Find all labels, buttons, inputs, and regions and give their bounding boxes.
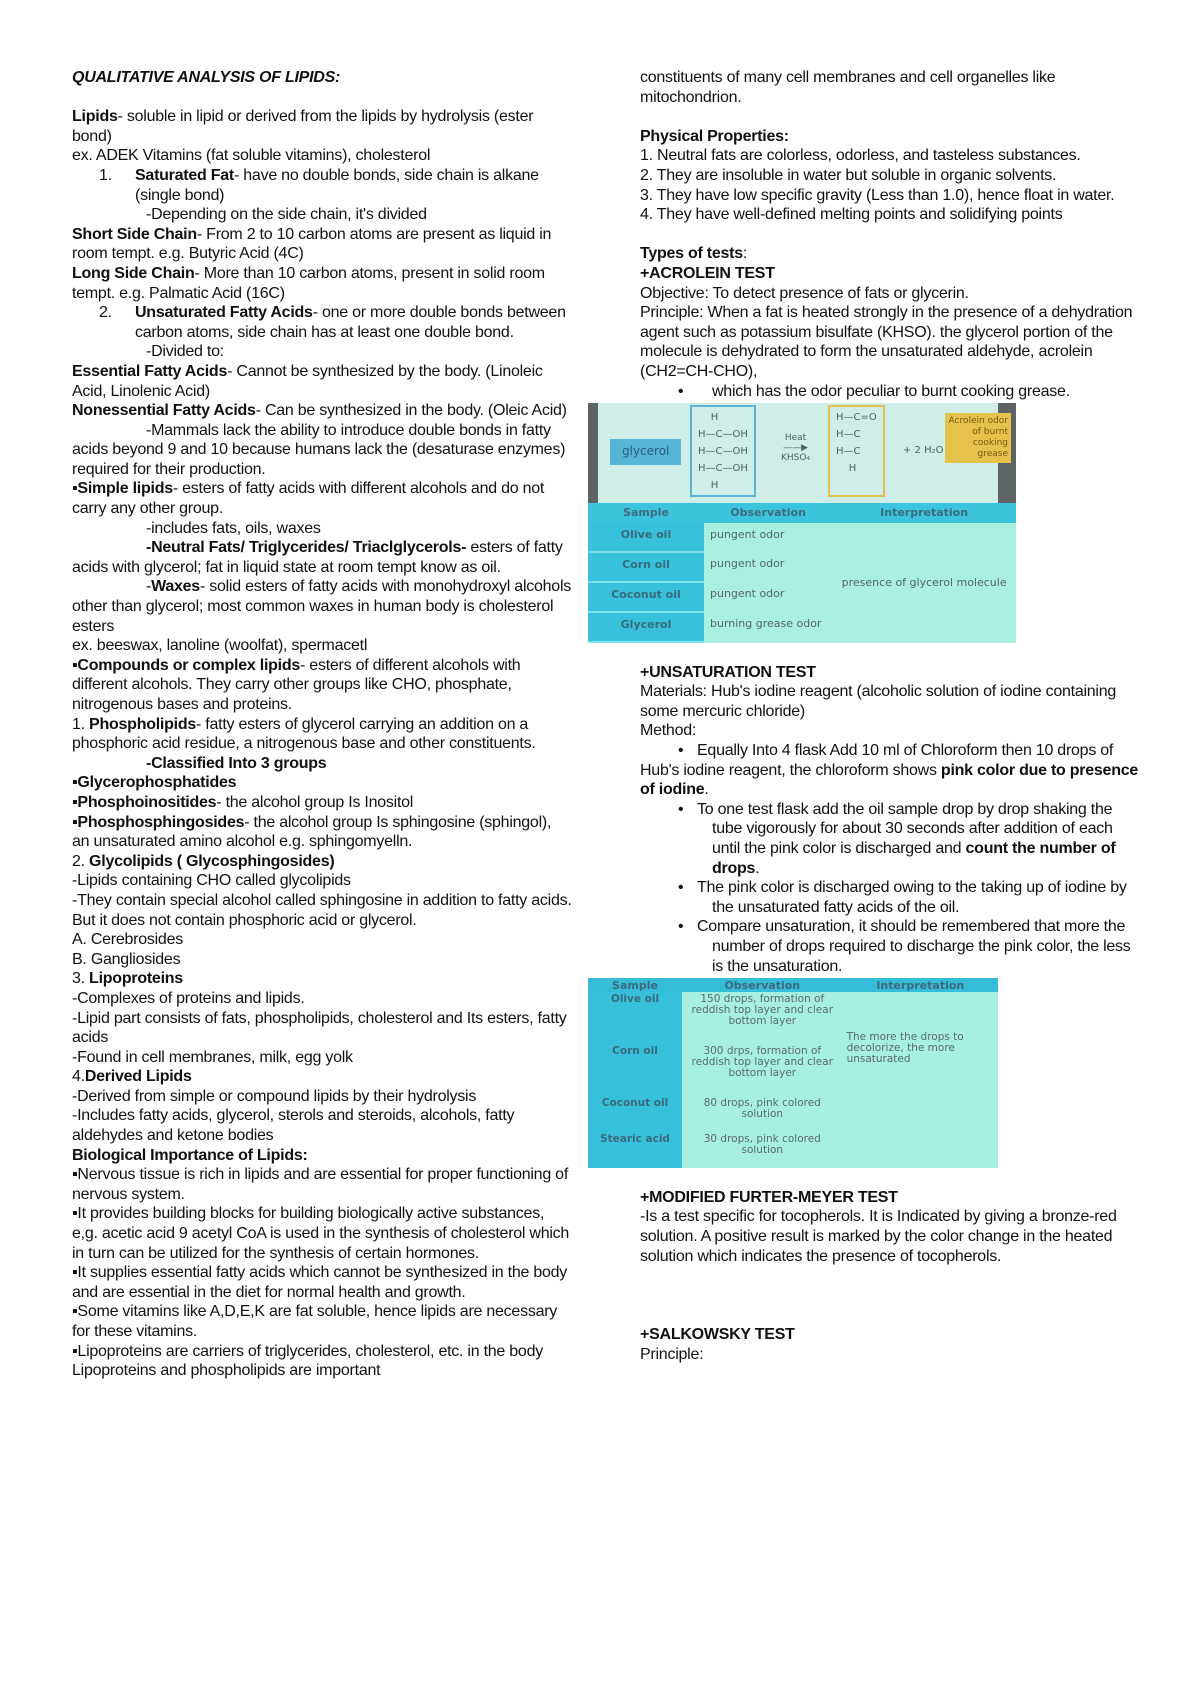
header-interpretation: Interpretation bbox=[843, 978, 998, 992]
text: Equally Into 4 flask Add 10 ml of Chloroform then 10 drops of bbox=[697, 742, 1114, 760]
text: -Mammals lack the ability to introduce double bonds in fatty acids beyond 9 and 10 because humans lack the (desaturase enzymes) required for their production. bbox=[72, 421, 566, 478]
bold-text: Unsaturated Fatty Acids bbox=[135, 304, 313, 322]
acrolein-reaction-diagram bbox=[598, 403, 1008, 503]
acrolein-label: Acrolein odor of burnt cooking grease bbox=[945, 413, 1011, 463]
bullet-icon: • bbox=[678, 800, 684, 818]
paragraph bbox=[72, 225, 572, 264]
observation-cell: 300 drps, formation of reddish top layer and clear bottom layer bbox=[691, 1044, 834, 1079]
paragraph bbox=[72, 656, 572, 715]
bold-text: +ACROLEIN TEST bbox=[640, 264, 775, 282]
paragraph bbox=[640, 146, 1140, 166]
paragraph bbox=[72, 871, 572, 891]
bold-text: Saturated Fat bbox=[135, 166, 234, 184]
header-observation: Observation bbox=[682, 978, 843, 992]
bold-text: +SALKOWSKY TEST bbox=[640, 1325, 795, 1343]
paragraph bbox=[72, 1263, 572, 1302]
paragraph bbox=[72, 1342, 572, 1381]
bold-text: Derived Lipids bbox=[84, 1068, 192, 1086]
text: esters of fatty acids with glycerol; fat in liquid state at room tempt know as oil. bbox=[72, 539, 563, 576]
paragraph bbox=[72, 264, 572, 303]
text: constituents of many cell membranes and cell organelles like mitochondrion. bbox=[640, 69, 1056, 106]
glycerol-structure: H H—C—OH H—C—OH H—C—OH H bbox=[690, 405, 756, 497]
blank-line bbox=[640, 107, 1140, 127]
text: ex. ADEK Vitamins (fat soluble vitamins), cholesterol bbox=[72, 147, 431, 165]
paragraph bbox=[72, 1204, 572, 1263]
text: - solid esters of fatty acids with monohydroxyl alcohols other than glycerol; most common waxes in human body is cholesterol esters bbox=[72, 578, 571, 635]
paragraph bbox=[640, 1325, 1140, 1345]
text: 4. They have well-defined melting points and solidifying points bbox=[640, 206, 1063, 224]
text: To one test flask add the oil sample drop by drop shaking the tube vigorously for about 30 seconds after addition of each until the pink color is discharged and bbox=[697, 800, 1113, 858]
paragraph bbox=[72, 773, 572, 793]
bold-text: Essential Fatty Acids bbox=[72, 362, 228, 380]
observation-cell: 150 drops, formation of reddish top layer and clear bottom layer bbox=[691, 993, 834, 1028]
text: Materials: Hub's iodine reagent (alcoholic solution of iodine containing some mercuric chloride) bbox=[640, 683, 1117, 720]
paragraph bbox=[640, 1188, 1140, 1208]
blank-line bbox=[640, 643, 1140, 663]
text: . bbox=[755, 859, 760, 877]
text: - the alcohol group Is sphingosine (sphingol), an unsaturated amino alcohol e.g. sphingomyelln. bbox=[72, 813, 552, 851]
bold-text: ▪Phosphosphingosides bbox=[72, 813, 245, 831]
unsaturation-results-photo bbox=[588, 978, 998, 1168]
bullet-icon: • bbox=[678, 382, 684, 400]
paragraph bbox=[72, 754, 572, 774]
text: - esters of fatty acids with different alcohols and do not carry any other group. bbox=[72, 480, 545, 518]
paragraph bbox=[72, 950, 572, 970]
text: ▪It provides building blocks for building biologically active substances, e,g. acetic acid 9 acetyl CoA is used in the synthesis of cholesterol which in turn can be utilized for the synthesis of certain hormones. bbox=[72, 1205, 570, 1262]
paragraph bbox=[72, 989, 572, 1009]
header-sample: Sample bbox=[588, 978, 682, 992]
bold-text: Glycolipids ( Glycosphingosides) bbox=[89, 852, 335, 870]
paragraph bbox=[72, 1165, 572, 1204]
paragraph bbox=[72, 538, 572, 577]
bullet-item bbox=[640, 382, 1140, 402]
observation-cell: pungent odor bbox=[710, 556, 785, 570]
text: - have no double bonds, side chain is alkane (single bond) bbox=[135, 166, 539, 204]
sample-cell: Corn oil bbox=[588, 552, 704, 582]
observation-cell: burning grease odor bbox=[710, 616, 822, 630]
bullet-item bbox=[640, 741, 1140, 761]
blank-line bbox=[640, 1305, 1140, 1325]
paragraph bbox=[72, 1009, 572, 1048]
paragraph bbox=[640, 186, 1140, 206]
reaction-arrow: Heat ——▶ KHSO₄ bbox=[781, 433, 811, 464]
table-row bbox=[588, 523, 1016, 552]
paragraph bbox=[72, 146, 572, 166]
bold-text: Short Side Chain bbox=[72, 225, 197, 243]
text: Compare unsaturation, it should be remembered that more the number of drops required to discharge the pink color, the less is the unsaturation. bbox=[697, 918, 1131, 975]
text: Objective: To detect presence of fats or glycerin. bbox=[640, 284, 969, 302]
paragraph bbox=[72, 636, 572, 656]
paragraph bbox=[72, 421, 572, 480]
text: Method: bbox=[640, 722, 697, 740]
text: . bbox=[704, 781, 709, 799]
paragraph bbox=[72, 479, 572, 518]
bold-text: Long Side Chain bbox=[72, 264, 195, 282]
bold-text: ▪Simple lipids bbox=[72, 480, 173, 498]
paragraph bbox=[72, 1087, 572, 1107]
text: Hub's iodine reagent, the chloroform shows bbox=[640, 761, 941, 779]
paragraph bbox=[72, 577, 572, 636]
bold-text: Physical Properties: bbox=[640, 127, 789, 145]
bullet-icon: • bbox=[678, 879, 684, 897]
blank-line bbox=[640, 225, 1140, 245]
text: ▪Some vitamins like A,D,E,K are fat soluble, hence lipids are necessary for these vitamins. bbox=[72, 1303, 558, 1340]
bold-text: Types of tests bbox=[640, 245, 743, 263]
text: ▪Nervous tissue is rich in lipids and are essential for proper functioning of nervous system. bbox=[72, 1166, 569, 1203]
text: A. Cerebrosides bbox=[72, 931, 183, 949]
text: - fatty esters of glycerol carrying an addition on a phosphoric acid residue, a nitrogenous base and other constituents. bbox=[72, 715, 536, 753]
paragraph bbox=[72, 1067, 572, 1087]
header-sample: Sample bbox=[588, 503, 704, 523]
paragraph bbox=[640, 68, 1140, 107]
water-product: + 2 H₂O bbox=[903, 445, 944, 457]
bold-text: Phospholipids bbox=[89, 715, 197, 733]
paragraph bbox=[640, 721, 1140, 741]
paragraph bbox=[72, 969, 572, 989]
text: The pink color is discharged owing to the taking up of iodine by the unsaturated fatty acids of the oil. bbox=[697, 879, 1127, 916]
left-column bbox=[72, 68, 572, 1381]
bold-text: +MODIFIED FURTER-MEYER TEST bbox=[640, 1188, 898, 1206]
paragraph bbox=[72, 401, 572, 421]
paragraph bbox=[72, 930, 572, 950]
numbered-item bbox=[72, 303, 572, 342]
interpretation-cell: presence of glycerol molecule bbox=[841, 575, 1007, 589]
text: - Can be synthesized in the body. (Oleic Acid) bbox=[255, 402, 567, 420]
numbered-item bbox=[72, 166, 572, 205]
paragraph bbox=[72, 519, 572, 539]
bold-text: -Classified Into 3 groups bbox=[146, 754, 327, 772]
text: 2. They are insoluble in water but soluble in organic solvents. bbox=[640, 166, 1057, 184]
paragraph bbox=[640, 205, 1140, 225]
paragraph bbox=[72, 1048, 572, 1068]
sample-cell: Olive oil bbox=[588, 992, 682, 1044]
list-marker: 2. bbox=[99, 304, 112, 322]
text: -Depending on the side chain, it's divided bbox=[146, 206, 427, 224]
observation-cell: pungent odor bbox=[710, 527, 785, 541]
text: - More than 10 carbon atoms, present in solid room tempt. e.g. Palmatic Acid (16C) bbox=[72, 264, 545, 302]
text: ▪Lipoproteins are carriers of triglycerides, cholesterol, etc. in the body Lipoproteins and phospholipids are important bbox=[72, 1342, 543, 1380]
paragraph bbox=[72, 342, 572, 362]
text: -Complexes of proteins and lipids. bbox=[72, 989, 305, 1007]
paragraph bbox=[72, 362, 572, 401]
sample-cell: Coconut oil bbox=[588, 582, 704, 612]
bold-text: ▪Glycerophosphatides bbox=[72, 774, 237, 792]
paragraph bbox=[640, 1207, 1140, 1266]
text: - Cannot be synthesized by the body. (Linoleic Acid, Linolenic Acid) bbox=[72, 362, 543, 400]
bold-text: pink color due to presence of iodine bbox=[640, 761, 1139, 799]
text: 1. bbox=[72, 715, 90, 733]
text: 3. They have low specific gravity (Less than 1.0), hence float in water. bbox=[640, 186, 1115, 204]
text: 1. Neutral fats are colorless, odorless, and tasteless substances. bbox=[640, 147, 1081, 165]
reagent-heat: Heat bbox=[784, 433, 807, 444]
bold-text: Nonessential Fatty Acids bbox=[72, 402, 256, 420]
acrolein-results-table bbox=[588, 503, 1016, 643]
text: 2. bbox=[72, 852, 90, 870]
text: -Found in cell membranes, milk, egg yolk bbox=[72, 1048, 353, 1066]
text: Principle: When a fat is heated strongly in the presence of a dehydration agent such as potassium bisulfate (KHSO). the glycerol portion of the molecule is dehydrated to form the unsaturated aldehyde, acrolein (CH2=CH-CHO), bbox=[640, 304, 1133, 380]
bullet-item bbox=[640, 917, 1140, 976]
paragraph bbox=[72, 107, 572, 146]
blank-line bbox=[640, 1286, 1140, 1306]
table-row bbox=[588, 992, 998, 1044]
paragraph bbox=[640, 127, 1140, 147]
text: 3. bbox=[72, 970, 90, 988]
text: -Is a test specific for tocopherols. It is Indicated by giving a bronze-red solution. A positive result is marked by the color change in the heated solution which indicates the presence of tocopherols. bbox=[640, 1208, 1117, 1265]
paragraph bbox=[640, 303, 1140, 381]
header-observation: Observation bbox=[704, 503, 832, 523]
paragraph bbox=[72, 1146, 572, 1166]
text: -Lipids containing CHO called glycolipids bbox=[72, 872, 351, 890]
text: - the alcohol group Is Inositol bbox=[216, 793, 414, 811]
bold-text: Biological Importance of Lipids: bbox=[72, 1146, 308, 1164]
bullet-item bbox=[640, 800, 1140, 878]
sample-cell: Coconut oil bbox=[588, 1096, 682, 1132]
blank-line bbox=[640, 1266, 1140, 1286]
text: - esters of different alcohols with different alcohols. They carry other groups like CHO, phosphate, nitrogenous bases and proteins. bbox=[72, 656, 521, 713]
text: ▪It supplies essential fatty acids which cannot be synthesized in the body and are essential in the diet for normal health and growth. bbox=[72, 1264, 568, 1301]
text: : bbox=[742, 245, 748, 263]
paragraph bbox=[640, 682, 1140, 721]
paragraph bbox=[640, 663, 1140, 683]
paragraph bbox=[640, 264, 1140, 284]
text: -Divided to: bbox=[146, 343, 224, 361]
bold-text: ▪Phosphoinositides bbox=[72, 793, 217, 811]
bold-text: count the number of drops bbox=[712, 840, 1116, 877]
paragraph bbox=[72, 1106, 572, 1145]
paragraph bbox=[72, 852, 572, 872]
right-column bbox=[600, 68, 1140, 1364]
paragraph bbox=[72, 715, 572, 754]
interpretation-cell: The more the drops to decolorize, the more unsaturated bbox=[846, 1031, 964, 1066]
sample-cell: Corn oil bbox=[588, 1044, 682, 1096]
list-marker: 1. bbox=[99, 166, 112, 184]
sample-cell: Stearic acid bbox=[588, 1132, 682, 1168]
bold-text: +UNSATURATION TEST bbox=[640, 663, 816, 681]
text: - bbox=[146, 578, 152, 596]
paragraph bbox=[72, 813, 572, 852]
document-title: QUALITATIVE ANALYSIS OF LIPIDS: bbox=[72, 69, 341, 86]
paragraph bbox=[640, 761, 1140, 800]
blank-line bbox=[640, 1168, 1140, 1188]
unsaturation-results-table bbox=[588, 978, 998, 1168]
text: - one or more double bonds between carbon atoms, side chain has at least one double bond. bbox=[135, 304, 566, 341]
paragraph bbox=[640, 1345, 1140, 1365]
observation-cell: 30 drops, pink colored solution bbox=[703, 1132, 821, 1156]
paragraph bbox=[640, 166, 1140, 186]
paragraph bbox=[72, 1302, 572, 1341]
text: -Lipid part consists of fats, phospholipids, cholesterol and Its esters, fatty acids bbox=[72, 1009, 567, 1047]
observation-cell: pungent odor bbox=[710, 586, 785, 600]
header-interpretation: Interpretation bbox=[832, 503, 1016, 523]
bold-text: Waxes bbox=[151, 578, 200, 596]
paragraph bbox=[640, 244, 1140, 264]
bullet-item bbox=[640, 878, 1140, 917]
text: 4. bbox=[72, 1068, 85, 1086]
bullet-icon: • bbox=[678, 918, 684, 936]
text: which has the odor peculiar to burnt cooking grease. bbox=[712, 382, 1070, 400]
text: Principle: bbox=[640, 1345, 704, 1363]
observation-cell: 80 drops, pink colored solution bbox=[703, 1096, 821, 1120]
bullet-icon: • bbox=[678, 742, 684, 760]
text: -includes fats, oils, waxes bbox=[146, 519, 321, 537]
text: ex. beeswax, lanoline (woolfat), spermacetl bbox=[72, 637, 368, 655]
text: B. Gangliosides bbox=[72, 950, 181, 968]
sample-cell: Olive oil bbox=[588, 523, 704, 552]
bold-text: ▪Compounds or complex lipids bbox=[72, 656, 301, 674]
bold-text: Lipoproteins bbox=[89, 970, 183, 988]
text: - soluble in lipid or derived from the lipids by hydrolysis (ester bond) bbox=[72, 108, 534, 145]
text: - From 2 to 10 carbon atoms are present as liquid in room tempt. e.g. Butyric Acid (4C) bbox=[72, 225, 552, 263]
paragraph bbox=[640, 284, 1140, 304]
text: -They contain special alcohol called sphingosine in addition to fatty acids. But it does not contain phosphoric acid or glycerol. bbox=[72, 891, 572, 929]
text: -Derived from simple or compound lipids by their hydrolysis bbox=[72, 1087, 477, 1105]
acrolein-test-photo bbox=[588, 403, 1016, 643]
acrolein-structure: H—C=O H—C H—C H bbox=[828, 405, 885, 497]
text: -Includes fatty acids, glycerol, sterols and steroids, alcohols, fatty aldehydes and ketone bodies bbox=[72, 1107, 515, 1145]
reagent-khso4: KHSO₄ bbox=[781, 453, 811, 464]
sample-cell: Glycerol bbox=[588, 612, 704, 642]
bold-text: -Neutral Fats/ Triglycerides/ Triaclglycerols- bbox=[146, 539, 467, 557]
paragraph bbox=[72, 793, 572, 813]
glycerol-label: glycerol bbox=[610, 439, 681, 465]
paragraph bbox=[72, 891, 572, 930]
paragraph bbox=[72, 205, 572, 225]
bold-text: Lipids bbox=[72, 108, 118, 126]
